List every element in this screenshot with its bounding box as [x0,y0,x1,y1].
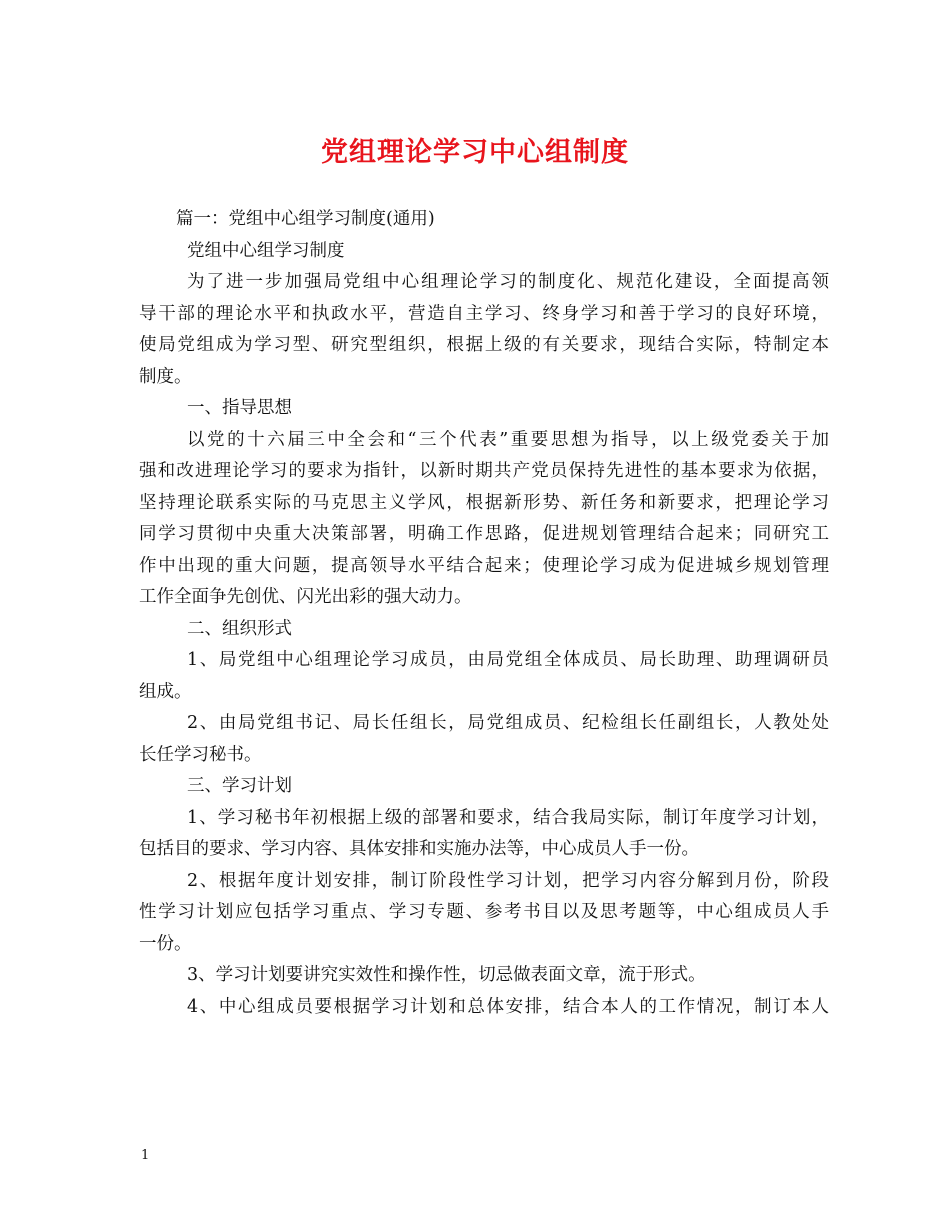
document-body [139,204,829,1023]
paragraph-line: 坚持理论联系实际的马克思主义学风，根据新形势、新任务和新要求，把理论学习 [139,492,829,513]
paragraph-line: 导干部的理论水平和执政水平，营造自主学习、终身学习和善于学习的良好环境， [139,303,829,324]
paragraph-line: 以党的十六届三中全会和“三个代表”重要思想为指导，以上级党委关于加 [187,429,829,450]
paragraph-line: 制度。 [139,366,192,387]
paragraph-line: 为了进一步加强局党组中心组理论学习的制度化、规范化建设，全面提高领 [187,272,829,292]
paragraph-line: 工作全面争先创优、闪光出彩的强大动力。 [139,587,472,607]
paragraph-line: 3、学习计划要讲究实效性和操作性，切忌做表面文章，流于形式。 [187,965,706,985]
paragraph-line: 三、学习计划 [187,776,292,796]
paragraph-line: 组成。 [139,681,192,702]
page-number: 1 [141,1148,150,1163]
paragraph-line: 2、由局党组书记、局长任组长，局党组成员、纪检组长任副组长，人教处处 [187,713,829,733]
paragraph-line: 二、组织形式 [187,618,292,639]
paragraph-line: 强和改进理论学习的要求为指针，以新时期共产党员保持先进性的基本要求为依据， [139,461,829,481]
document-title: 党组理论学习中心组制度 [321,137,629,168]
paragraph-line: 篇一：党组中心组学习制度(通用) [176,209,435,229]
paragraph-line: 1、局党组中心组理论学习成员，由局党组全体成员、局长助理、助理调研员 [187,650,829,670]
paragraph-line: 作中出现的重大问题，提高领导水平结合起来；使理论学习成为促进城乡规划管理 [139,555,829,576]
paragraph-line: 2、根据年度计划安排，制订阶段性学习计划，把学习内容分解到月份，阶段 [187,870,829,891]
paragraph-line: 同学习贯彻中央重大决策部署，明确工作思路，促进规划管理结合起来；同研究工 [139,524,829,544]
paragraph-line: 长任学习秘书。 [139,744,262,765]
paragraph-line: 使局党组成为学习型、研究型组织，根据上级的有关要求，现结合实际，特制定本 [139,335,829,355]
paragraph-line: 4、中心组成员要根据学习计划和总体安排，结合本人的工作情况，制订本人 [187,996,829,1017]
paragraph-line: 性学习计划应包括学习重点、学习专题、参考书目以及思考题等，中心组成员人手 [139,902,829,922]
paragraph-line: 一份。 [139,933,192,954]
paragraph-line: 1、学习秘书年初根据上级的部署和要求，结合我局实际，制订年度学习计划， [187,807,829,828]
paragraph-line: 包括目的要求、学习内容、具体安排和实施办法等，中心成员人手一份。 [139,839,699,859]
paragraph-line: 党组中心组学习制度 [187,240,345,261]
paragraph-line: 一、指导思想 [187,398,292,418]
